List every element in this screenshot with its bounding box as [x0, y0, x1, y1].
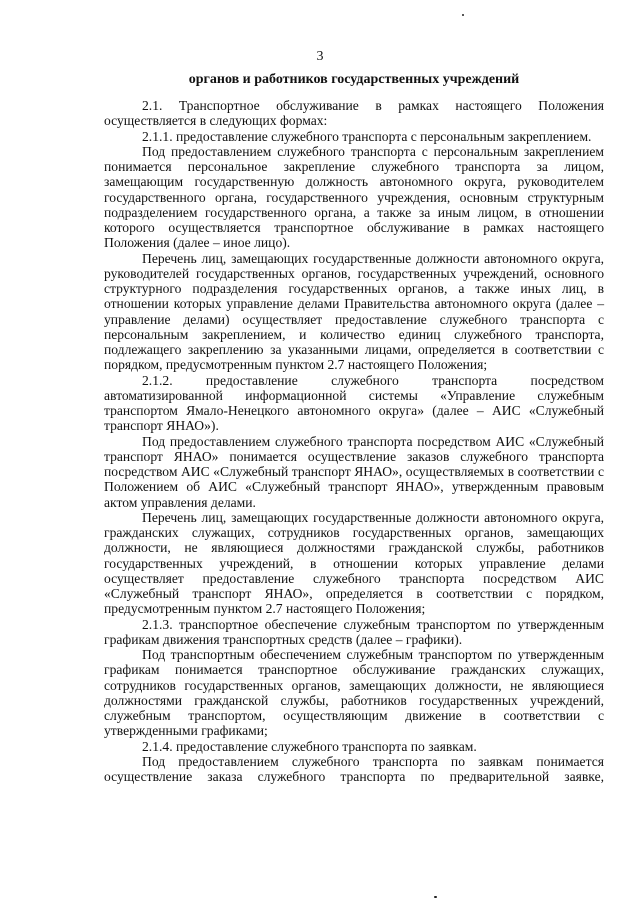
- paragraph-ais-definition: Под предоставлением служебного транспорта посредством АИС «Служебный транспорт ЯНАО» понимается осуществление заказов служебного транспорта посредством АИС «Служебный транспорт ЯНАО», осуществляемых в соответствии с Положением об АИС «Служебный транспорт ЯНАО», утвержденным правовым актом управления делами.: [104, 433, 604, 510]
- paragraph-2-1-3: 2.1.3. транспортное обеспечение служебным транспортом по утвержденным графикам движения транспортных средств (далее – графики).: [104, 616, 604, 647]
- paragraph-2-1: 2.1. Транспортное обслуживание в рамках настоящего Положения осуществляется в следующих формах:: [104, 98, 604, 129]
- page-number: 3: [316, 49, 324, 64]
- document-body: [104, 98, 604, 784]
- paragraph-personal-assignment-list: Перечень лиц, замещающих государственные должности автономного округа, руководителей государственных органов, государственных учреждений, основного структурного подразделения государственных органов, а также иных лиц, в отношении которых управление делами Правительства автономного округа (далее – управление делами) осуществляет предоставление служебного транспорта с персональным закреплением, и количество единиц служебного транспорта, подлежащего закреплению за указанными лицами, определяется в соответствии с порядком, предусмотренным пунктом 2.7 настоящего Положения;: [104, 250, 604, 373]
- paragraph-2-1-1: 2.1.1. предоставление служебного транспорта с персональным закреплением.: [142, 128, 592, 144]
- paragraph-requests-definition: Под предоставлением служебного транспорта по заявкам понимается осуществление заказа служебного транспорта по предварительной заявке,: [104, 753, 604, 784]
- paragraph-2-1-4: 2.1.4. предоставление служебного транспорта по заявкам.: [142, 738, 477, 754]
- paragraph-2-1-2: 2.1.2. предоставление служебного транспорта посредством автоматизированной информационной системы «Управление служебным транспортом Ямало-Ненецкого автономного округа» (далее – АИС «Служебный транспорт ЯНАО»).: [104, 372, 604, 434]
- scan-dot: [434, 896, 437, 898]
- section-heading: органов и работников государственных учреждений: [188, 72, 520, 87]
- paragraph-ais-list: Перечень лиц, замещающих государственные должности автономного округа, гражданских служащих, сотрудников государственных органов, замещающих должности, не являющиеся должностями гражданской службы, работников государственных учреждений, в отношении которых управление делами осуществляет предоставление служебного транспорта посредством АИС «Служебный транспорт ЯНАО», определяется в соответствии с порядком, предусмотренным пунктом 2.7 настоящего Положения;: [104, 509, 604, 617]
- scan-dot: [462, 14, 464, 16]
- paragraph-schedule-definition: Под транспортным обеспечением служебным транспортом по утвержденным графикам понимается транспортное обслуживание гражданских служащих, сотрудников государственных органов, замещающих должности, не являющиеся должностями гражданской службы, работников государственных учреждений, служебным транспортом, осуществляющим движение в соответствии с утвержденными графиками;: [104, 647, 604, 739]
- paragraph-personal-assignment-definition: Под предоставлением служебного транспорта с персональным закреплением понимается персональное закрепление служебного транспорта за лицом, замещающим государственную должность автономного округа, руководителем государственного органа, государственного учреждения, основным структурным подразделением государственного органа, а также за иным лицом, в отношении которого осуществляется транспортное обслуживание в рамках настоящего Положения (далее – иное лицо).: [104, 143, 604, 251]
